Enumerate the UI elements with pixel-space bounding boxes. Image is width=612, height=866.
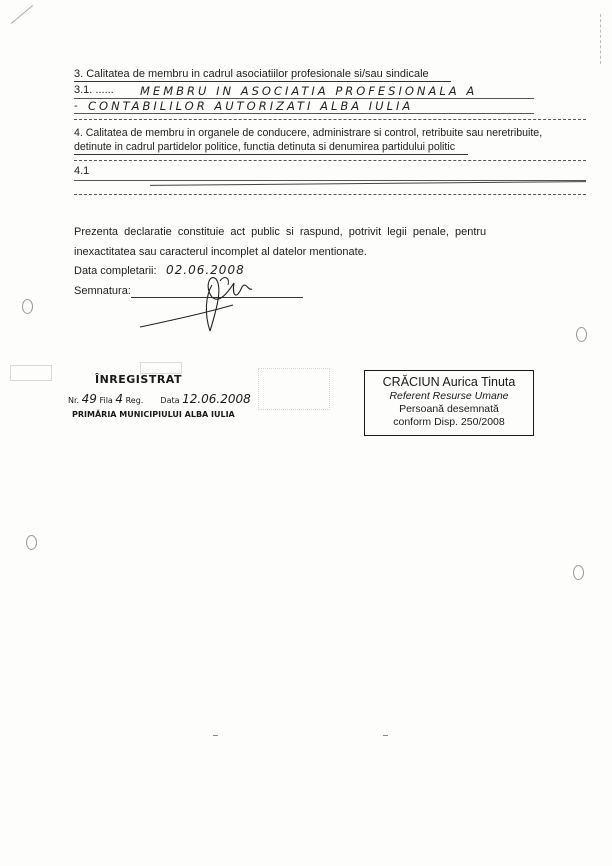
- personnel-role: Referent Resurse Umane: [389, 390, 509, 402]
- section3-separator: [74, 119, 586, 120]
- registration-data-value: 12.06.2008: [182, 392, 251, 406]
- section3-item-line2: [74, 113, 534, 114]
- section4-item-number: 4.1: [74, 165, 90, 177]
- section4-heading-line1: 4. Calitatea de membru in organele de conducere, administrare si control, retribuite sau neretribuite,: [74, 127, 543, 139]
- section3-item-text-line2: CONTABILILOR AUTORIZATI ALBA IULIA: [88, 99, 414, 113]
- registration-nr-label: Nr.: [68, 396, 80, 405]
- signature-image: [138, 265, 258, 335]
- scan-artifact-mark: [213, 735, 218, 736]
- faint-stamp-remnant: [258, 368, 330, 410]
- punch-hole-mark: [22, 299, 33, 314]
- punch-hole-mark: [573, 565, 584, 580]
- declaration-line1: Prezenta declaratie constituie act public si raspund, potrivit legii penale, pentru: [74, 226, 487, 238]
- registration-nr-value: 49: [81, 392, 97, 406]
- personnel-designation: Persoană desemnată: [399, 403, 499, 415]
- section3-dash-mark: -: [74, 100, 78, 112]
- punch-hole-mark: [576, 327, 587, 342]
- personnel-name: CRĂCIUN Aurica Tinuta: [382, 375, 516, 389]
- signature-label: Semnatura:: [74, 285, 131, 297]
- registration-stamp-fields: [68, 392, 251, 406]
- registration-fila-value: 4: [115, 392, 124, 406]
- section4-item-line2: [74, 194, 586, 195]
- registration-data-label: Data: [160, 396, 180, 405]
- section3-item-number: 3.1. ......: [74, 84, 114, 96]
- section3-heading-underline: [74, 81, 451, 82]
- faint-stamp-remnant: [10, 365, 52, 381]
- punch-hole-mark: [26, 535, 37, 550]
- date-value: 02.06.2008: [166, 263, 245, 277]
- registration-stamp-title: ÎNREGISTRAT: [95, 373, 182, 386]
- section4-heading-line2: detinute in cadrul partidelor politice, functia detinuta si denumirea partidului politic: [74, 141, 456, 153]
- personnel-disposition: conform Disp. 250/2008: [393, 416, 505, 428]
- personnel-stamp: [364, 370, 534, 436]
- scan-artifact-mark: [383, 735, 388, 736]
- registration-institution: PRIMĂRIA MUNICIPIULUI ALBA IULIA: [72, 410, 235, 419]
- registration-reg-label: Reg.: [125, 396, 144, 405]
- registration-fila-label: Fila: [99, 396, 113, 405]
- section4-item-strike: [150, 181, 586, 186]
- edge-mark: [600, 14, 602, 64]
- corner-mark: [11, 5, 33, 24]
- date-label: Data completarii:: [74, 265, 157, 277]
- section4-separator: [74, 160, 586, 161]
- section3-item-text-line1: MEMBRU IN ASOCIATIA PROFESIONALA A: [140, 84, 478, 98]
- declaration-line2: inexactitatea sau caracterul incomplet al datelor mentionate.: [74, 246, 367, 258]
- section3-heading: 3. Calitatea de membru in cadrul asociatiilor profesionale si/sau sindicale: [74, 68, 429, 80]
- section4-heading-underline: [74, 154, 468, 155]
